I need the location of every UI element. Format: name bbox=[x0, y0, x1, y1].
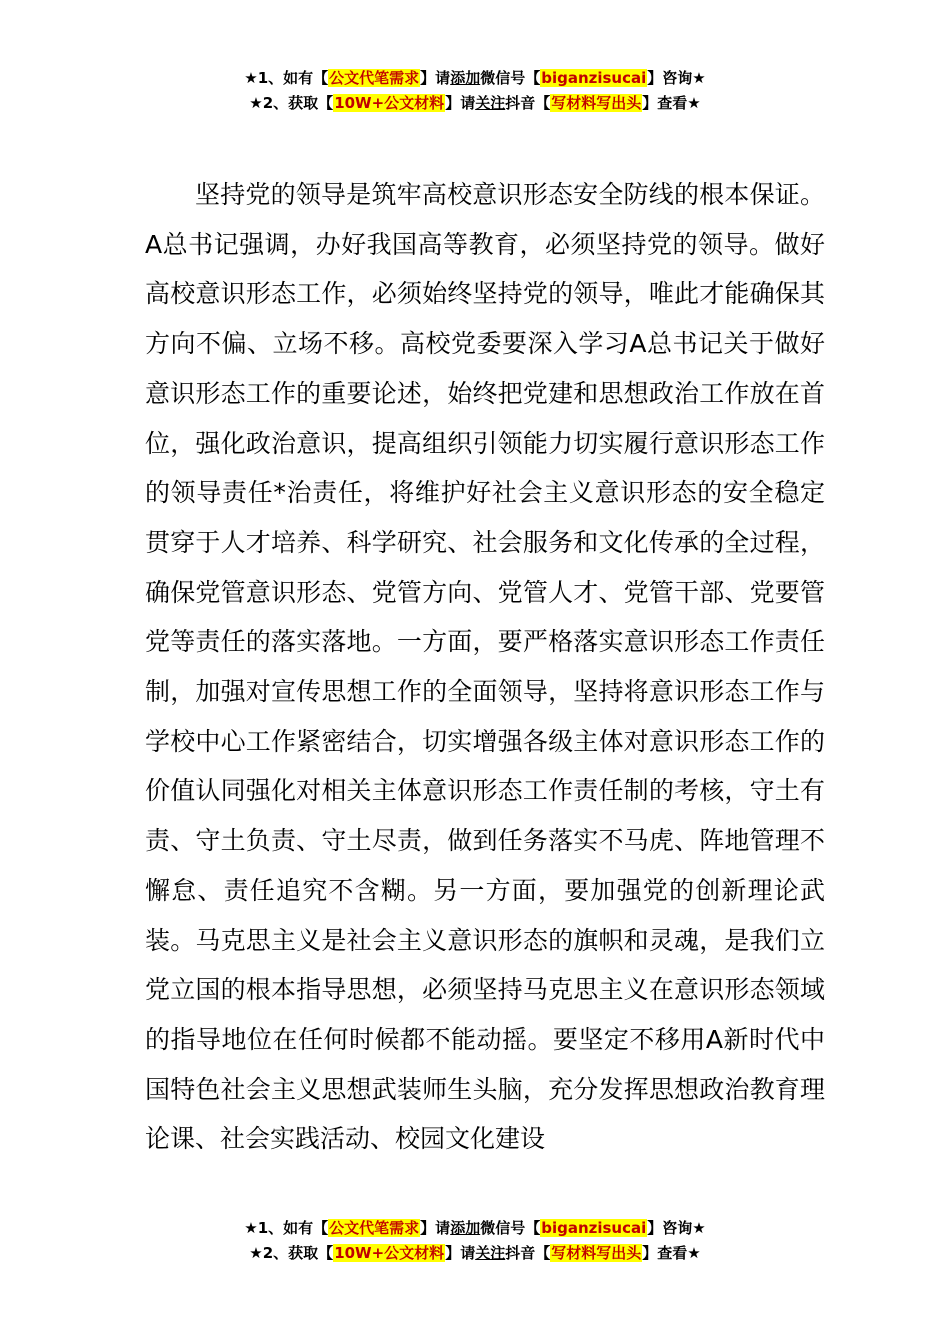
header-banner bbox=[0, 66, 950, 116]
banner-text: 】请 bbox=[445, 1244, 476, 1262]
banner-highlight-douyin: 写材料写出头 bbox=[551, 94, 642, 112]
banner-line-1 bbox=[0, 1216, 950, 1241]
banner-text: 】请 bbox=[420, 69, 451, 87]
banner-highlight-wechat-id: biganzisucai bbox=[541, 69, 647, 87]
banner-text: ★2、获取【 bbox=[249, 1244, 334, 1262]
footer-banner bbox=[0, 1216, 950, 1266]
banner-text: 】查看★ bbox=[642, 1244, 701, 1262]
banner-text: 】请 bbox=[420, 1219, 451, 1237]
banner-underline-add: 添加 bbox=[450, 69, 481, 87]
banner-line-2 bbox=[0, 1241, 950, 1266]
banner-highlight-service: 公文代笔需求 bbox=[329, 69, 420, 87]
banner-text: ★1、如有【 bbox=[244, 69, 329, 87]
banner-highlight-wechat-id: biganzisucai bbox=[541, 1219, 647, 1237]
body-paragraph: 坚持党的领导是筑牢高校意识形态安全防线的根本保证。A总书记强调，办好我国高等教育，必须坚持党的领导。做好高校意识形态工作，必须始终坚持党的领导，唯此才能确保其方向不偏、立场不移。高校党委要深入学习A总书记关于做好意识形态工作的重要论述，始终把党建和思想政治工作放在首位，强化政治意识，提高组织引领能力切实履行意识形态工作的领导责任*治责任，将维护好社会主义意识形态的安全稳定贯穿于人才培养、科学研究、社会服务和文化传承的全过程，确保党管意识形态、党管方向、党管人才、党管干部、党要管党等责任的落实落地。一方面，要严格落实意识形态工作责任制，加强对宣传思想工作的全面领导，坚持将意识形态工作与学校中心工作紧密结合，切实增强各级主体对意识形态工作的价值认同强化对相关主体意识形态工作责任制的考核，守土有责、守土负责、守土尽责，做到任务落实不马虎、阵地管理不懈怠、责任追究不含糊。另一方面，要加强党的创新理论武装。马克思主义是社会主义意识形态的旗帜和灵魂，是我们立党立国的根本指导思想，必须坚持马克思主义在意识形态领域的指导地位在任何时候都不能动摇。要坚定不移用A新时代中国特色社会主义思想武装师生头脑，充分发挥思想政治教育理论课、社会实践活动、校园文化建设 bbox=[145, 180, 825, 1154]
banner-text: 微信号【 bbox=[480, 1219, 541, 1237]
banner-text: 抖音【 bbox=[505, 1244, 551, 1262]
banner-line-1 bbox=[0, 66, 950, 91]
banner-highlight-douyin: 写材料写出头 bbox=[551, 1244, 642, 1262]
banner-highlight-materials: 10W+公文材料 bbox=[334, 1244, 445, 1262]
banner-text: ★2、获取【 bbox=[249, 94, 334, 112]
banner-text: 】查看★ bbox=[642, 94, 701, 112]
banner-text: ★1、如有【 bbox=[244, 1219, 329, 1237]
banner-text: 抖音【 bbox=[505, 94, 551, 112]
banner-line-2 bbox=[0, 91, 950, 116]
banner-underline-follow: 关注 bbox=[475, 94, 506, 112]
banner-text: 】咨询★ bbox=[647, 1219, 706, 1237]
banner-text: 微信号【 bbox=[480, 69, 541, 87]
document-body bbox=[145, 170, 825, 1164]
banner-highlight-service: 公文代笔需求 bbox=[329, 1219, 420, 1237]
banner-underline-add: 添加 bbox=[450, 1219, 481, 1237]
banner-highlight-materials: 10W+公文材料 bbox=[334, 94, 445, 112]
banner-text: 】咨询★ bbox=[647, 69, 706, 87]
banner-underline-follow: 关注 bbox=[475, 1244, 506, 1262]
banner-text: 】请 bbox=[445, 94, 476, 112]
